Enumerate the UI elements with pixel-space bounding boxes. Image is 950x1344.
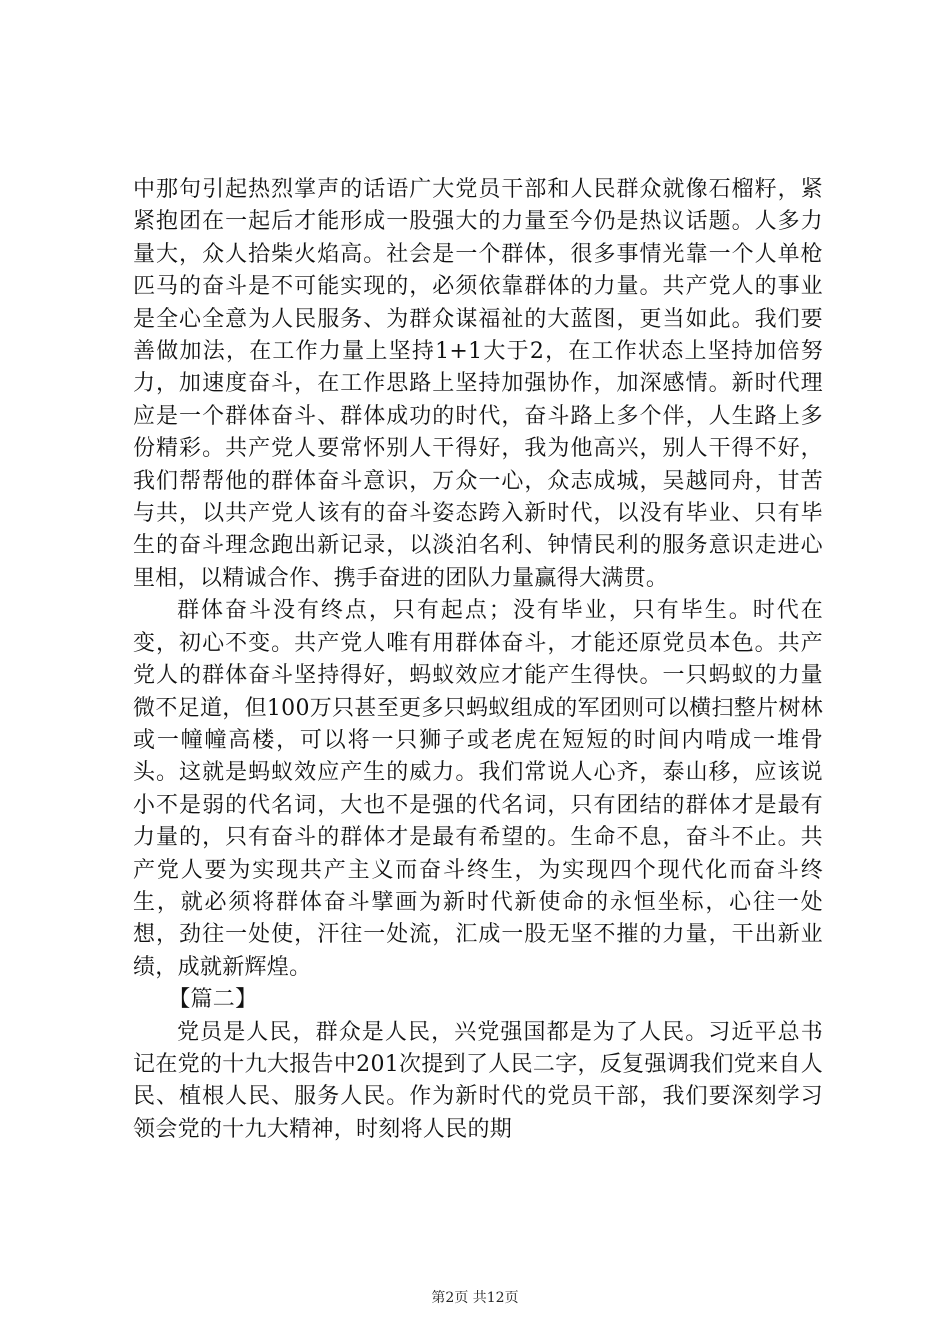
document-body bbox=[133, 174, 823, 1146]
paragraph-continuation: 中那句引起热烈掌声的话语广大党员干部和人民群众就像石榴籽，紧紧抱团在一起后才能形成一股强大的力量至今仍是热议话题。人多力量大，众人拾柴火焰高。社会是一个群体，很多事情光靠一个人单枪匹马的奋斗是不可能实现的，必须依靠群体的力量。共产党人的事业是全心全意为人民服务、为群众谋福祉的大蓝图，更当如此。我们要善做加法，在工作力量上坚持1+1大于2，在工作状态上坚持加倍努力，加速度奋斗，在工作思路上坚持加强协作，加深感情。新时代理应是一个群体奋斗、群体成功的时代，奋斗路上多个伴，人生路上多份精彩。共产党人要常怀别人干得好，我为他高兴，别人干得不好，我们帮帮他的群体奋斗意识，万众一心，众志成城，吴越同舟，甘苦与共，以共产党人该有的奋斗姿态跨入新时代，以没有毕业、只有毕生的奋斗理念跑出新记录，以淡泊名利、钟情民利的服务意识走进心里相，以精诚合作、携手奋进的团队力量赢得大满贯。 bbox=[133, 177, 823, 591]
page-number-footer: 第2页 共12页 bbox=[431, 1290, 519, 1306]
section-heading: 【篇二】 bbox=[168, 987, 258, 1013]
paragraph-section-two: 党员是人民，群众是人民，兴党强国都是为了人民。习近平总书记在党的十九大报告中201次提到了人民二字，反复强调我们党来自人民、植根人民、服务人民。作为新时代的党员干部，我们要深刻学习领会党的十九大精神，时刻将人民的期 bbox=[133, 1019, 823, 1142]
paragraph-group-struggle: 群体奋斗没有终点，只有起点；没有毕业，只有毕生。时代在变，初心不变。共产党人唯有用群体奋斗，才能还原党员本色。共产党人的群体奋斗坚持得好，蚂蚁效应才能产生得快。一只蚂蚁的力量微不足道，但100万只甚至更多只蚂蚁组成的军团则可以横扫整片树林或一幢幢高楼，可以将一只狮子或老虎在短短的时间内啃成一堆骨头。这就是蚂蚁效应产生的威力。我们常说人心齐，泰山移，应该说小不是弱的代名词，大也不是强的代名词，只有团结的群体才是最有力量的，只有奋斗的群体才是最有希望的。生命不息，奋斗不止。共产党人要为实现共产主义而奋斗终生，为实现四个现代化而奋斗终生，就必须将群体奋斗擘画为新时代新使命的永恒坐标，心往一处想，劲往一处使，汗往一处流，汇成一股无坚不摧的力量，干出新业绩，成就新辉煌。 bbox=[133, 598, 823, 980]
